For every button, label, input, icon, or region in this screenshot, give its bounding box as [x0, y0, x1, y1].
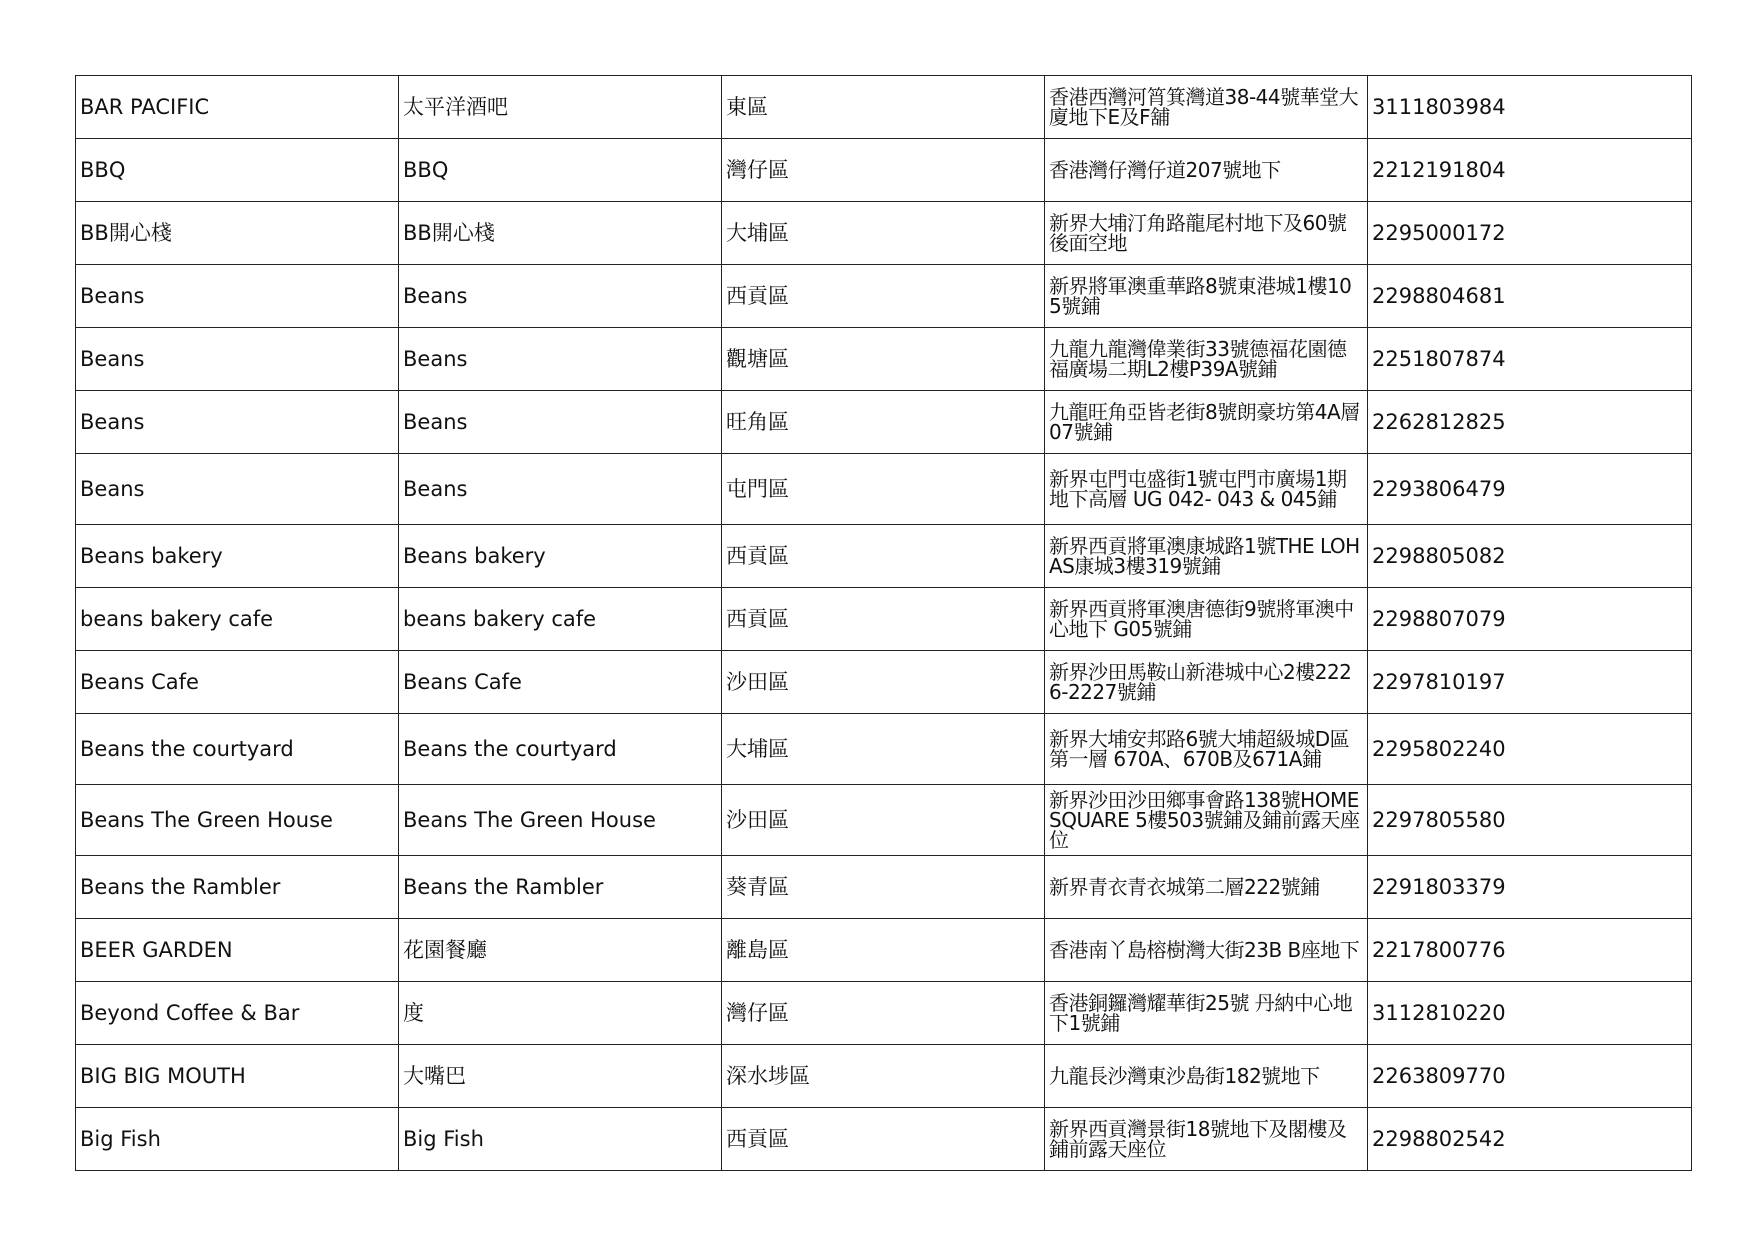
name-zh-cell: Beans bakery — [399, 525, 722, 588]
phone-cell: 2298804681 — [1368, 265, 1692, 328]
name-en-cell: Beans — [76, 328, 399, 391]
phone-cell: 2298802542 — [1368, 1108, 1692, 1171]
district-cell: 旺角區 — [722, 391, 1045, 454]
table-row — [76, 525, 1692, 588]
phone-cell: 2263809770 — [1368, 1045, 1692, 1108]
table-row — [76, 1045, 1692, 1108]
address-cell: 香港灣仔灣仔道207號地下 — [1045, 139, 1368, 202]
address-cell: 新界屯門屯盛街1號屯門市廣場1期地下高層 UG 042- 043 & 045鋪 — [1045, 454, 1368, 525]
table-row — [76, 328, 1692, 391]
address-cell: 九龍九龍灣偉業街33號德福花園德福廣場二期L2樓P39A號鋪 — [1045, 328, 1368, 391]
name-zh-cell: Beans — [399, 265, 722, 328]
phone-cell: 2295000172 — [1368, 202, 1692, 265]
table-row — [76, 1108, 1692, 1171]
phone-cell: 2212191804 — [1368, 139, 1692, 202]
phone-cell: 2251807874 — [1368, 328, 1692, 391]
name-zh-cell: BB開心棧 — [399, 202, 722, 265]
table-row — [76, 454, 1692, 525]
district-cell: 沙田區 — [722, 651, 1045, 714]
table-row — [76, 265, 1692, 328]
name-zh-cell: Big Fish — [399, 1108, 722, 1171]
name-en-cell: Beyond Coffee & Bar — [76, 982, 399, 1045]
district-cell: 大埔區 — [722, 202, 1045, 265]
table-row — [76, 982, 1692, 1045]
table-row — [76, 919, 1692, 982]
name-zh-cell: Beans the courtyard — [399, 714, 722, 785]
name-zh-cell: Beans — [399, 454, 722, 525]
address-cell: 香港西灣河筲箕灣道38-44號華堂大廈地下E及F舖 — [1045, 76, 1368, 139]
address-cell: 新界沙田馬鞍山新港城中心2樓2226-2227號鋪 — [1045, 651, 1368, 714]
address-cell: 新界西貢將軍澳康城路1號THE LOHAS康城3樓319號鋪 — [1045, 525, 1368, 588]
address-cell: 香港南丫島榕樹灣大街23B B座地下 — [1045, 919, 1368, 982]
district-cell: 西貢區 — [722, 265, 1045, 328]
district-cell: 葵青區 — [722, 856, 1045, 919]
table-row — [76, 651, 1692, 714]
table-row — [76, 785, 1692, 856]
phone-cell: 2293806479 — [1368, 454, 1692, 525]
name-zh-cell: Beans — [399, 328, 722, 391]
address-cell: 新界大埔安邦路6號大埔超級城D區第一層 670A、670B及671A鋪 — [1045, 714, 1368, 785]
phone-cell: 2295802240 — [1368, 714, 1692, 785]
table-row — [76, 856, 1692, 919]
name-en-cell: BBQ — [76, 139, 399, 202]
phone-cell: 3111803984 — [1368, 76, 1692, 139]
district-cell: 西貢區 — [722, 1108, 1045, 1171]
restaurant-table — [75, 75, 1692, 1171]
district-cell: 灣仔區 — [722, 982, 1045, 1045]
name-en-cell: Beans Cafe — [76, 651, 399, 714]
name-zh-cell: Beans The Green House — [399, 785, 722, 856]
phone-cell: 2298805082 — [1368, 525, 1692, 588]
name-zh-cell: Beans Cafe — [399, 651, 722, 714]
address-cell: 新界大埔汀角路龍尾村地下及60號後面空地 — [1045, 202, 1368, 265]
table-row — [76, 391, 1692, 454]
address-cell: 新界沙田沙田鄉事會路138號HOME SQUARE 5樓503號鋪及鋪前露天座位 — [1045, 785, 1368, 856]
name-en-cell: BIG BIG MOUTH — [76, 1045, 399, 1108]
address-cell: 新界西貢將軍澳唐德街9號將軍澳中心地下 G05號鋪 — [1045, 588, 1368, 651]
address-cell: 九龍長沙灣東沙島街182號地下 — [1045, 1045, 1368, 1108]
name-en-cell: BB開心棧 — [76, 202, 399, 265]
name-zh-cell: 度 — [399, 982, 722, 1045]
name-en-cell: BEER GARDEN — [76, 919, 399, 982]
phone-cell: 2262812825 — [1368, 391, 1692, 454]
district-cell: 西貢區 — [722, 525, 1045, 588]
name-zh-cell: beans bakery cafe — [399, 588, 722, 651]
name-en-cell: BAR PACIFIC — [76, 76, 399, 139]
table-row — [76, 202, 1692, 265]
district-cell: 觀塘區 — [722, 328, 1045, 391]
phone-cell: 2297810197 — [1368, 651, 1692, 714]
address-cell: 九龍旺角亞皆老街8號朗豪坊第4A層07號鋪 — [1045, 391, 1368, 454]
table-row — [76, 714, 1692, 785]
name-zh-cell: Beans — [399, 391, 722, 454]
address-cell: 香港銅鑼灣耀華街25號 丹納中心地下1號鋪 — [1045, 982, 1368, 1045]
name-zh-cell: 花園餐廳 — [399, 919, 722, 982]
name-zh-cell: 太平洋酒吧 — [399, 76, 722, 139]
district-cell: 灣仔區 — [722, 139, 1045, 202]
name-en-cell: Beans — [76, 265, 399, 328]
address-cell: 新界青衣青衣城第二層222號鋪 — [1045, 856, 1368, 919]
phone-cell: 2298807079 — [1368, 588, 1692, 651]
table-row — [76, 588, 1692, 651]
district-cell: 離島區 — [722, 919, 1045, 982]
phone-cell: 3112810220 — [1368, 982, 1692, 1045]
name-zh-cell: BBQ — [399, 139, 722, 202]
phone-cell: 2291803379 — [1368, 856, 1692, 919]
name-en-cell: Beans the Rambler — [76, 856, 399, 919]
name-en-cell: beans bakery cafe — [76, 588, 399, 651]
name-en-cell: Big Fish — [76, 1108, 399, 1171]
name-en-cell: Beans the courtyard — [76, 714, 399, 785]
table-row — [76, 76, 1692, 139]
district-cell: 深水埗區 — [722, 1045, 1045, 1108]
district-cell: 大埔區 — [722, 714, 1045, 785]
address-cell: 新界西貢灣景街18號地下及閣樓及鋪前露天座位 — [1045, 1108, 1368, 1171]
name-zh-cell: 大嘴巴 — [399, 1045, 722, 1108]
phone-cell: 2217800776 — [1368, 919, 1692, 982]
name-en-cell: Beans — [76, 391, 399, 454]
district-cell: 西貢區 — [722, 588, 1045, 651]
address-cell: 新界將軍澳重華路8號東港城1樓105號鋪 — [1045, 265, 1368, 328]
name-en-cell: Beans The Green House — [76, 785, 399, 856]
district-cell: 沙田區 — [722, 785, 1045, 856]
district-cell: 屯門區 — [722, 454, 1045, 525]
district-cell: 東區 — [722, 76, 1045, 139]
table-row — [76, 139, 1692, 202]
name-en-cell: Beans bakery — [76, 525, 399, 588]
phone-cell: 2297805580 — [1368, 785, 1692, 856]
name-en-cell: Beans — [76, 454, 399, 525]
name-zh-cell: Beans the Rambler — [399, 856, 722, 919]
